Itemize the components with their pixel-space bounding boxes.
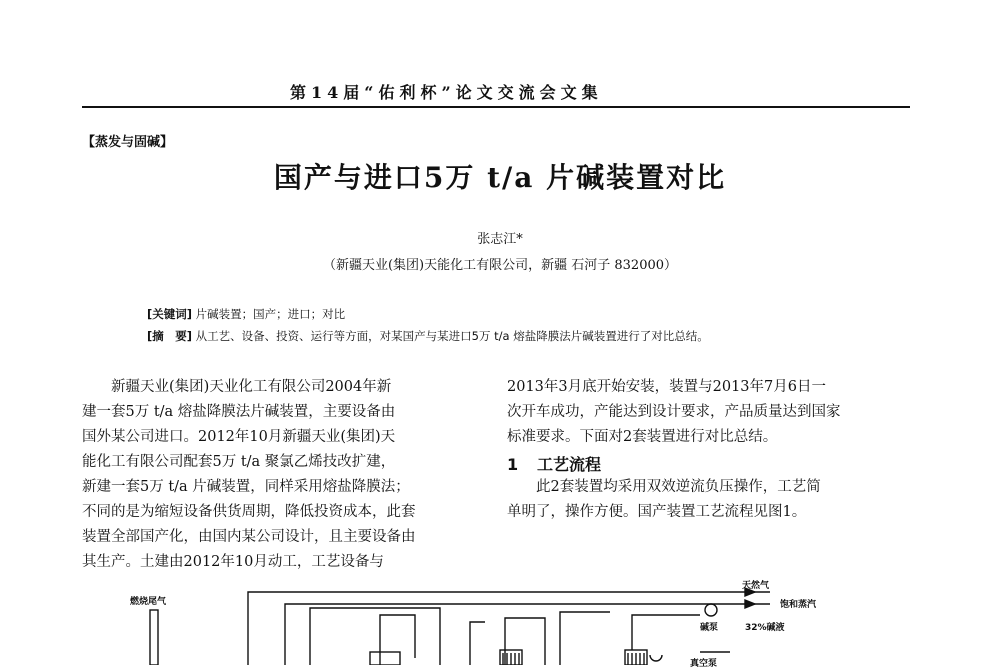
keywords: [147, 306, 345, 322]
caustic-pump-symbol: [705, 604, 717, 616]
process-flow-diagram: [0, 560, 1000, 669]
flue-gas-label: 燃烧尾气: [130, 597, 167, 607]
section-number: 1: [507, 455, 519, 474]
running-header: 第14届“佑利杯”论文交流会文集: [290, 83, 603, 102]
pipe-segment: [470, 622, 485, 665]
loop-line: [310, 608, 440, 665]
left-column-line: 能化工有限公司配套5万 t/a 聚氯乙烯技改扩建，: [82, 454, 396, 470]
natural-gas-label: 天然气: [742, 581, 770, 591]
left-column-line: 国外某公司进口。2012年10月新疆天业(集团)天: [82, 429, 396, 445]
right-column-line: 此2套装置均采用双效逆流负压操作，工艺简: [507, 479, 821, 495]
loop-line-2: [380, 615, 415, 665]
right-column-line: 次开车成功，产能达到设计要求，产品质量达到国家: [507, 404, 841, 420]
section-heading: [507, 452, 601, 475]
affiliation: （新疆天业(集团)天能化工有限公司，新疆 石河子 832000）: [322, 258, 678, 273]
equipment-box: [370, 652, 400, 665]
natural-gas-line: [248, 592, 770, 665]
left-column-line: 新建一套5万 t/a 片碱装置，同样采用熔盐降膜法；: [82, 479, 410, 495]
stack-outline: [150, 610, 158, 665]
left-column-line: 不同的是为缩短设备供货周期，降低投资成本，此套: [82, 504, 416, 520]
left-column-line: 装置全部国产化，由国内某公司设计，且主要设备由: [82, 529, 416, 545]
vacuum-pump-label: 真空泵: [690, 659, 718, 669]
abstract-text: 从工艺、设备、投资、运行等方面，对某国产与某进口5万 t/a 熔盐降膜法片碱装置进行了对比总结。: [195, 329, 709, 343]
left-column-line: 其生产。土建由2012年10月动工，工艺设备与: [82, 554, 384, 570]
caustic-32-label: 32%碱液: [745, 623, 785, 633]
paper-title: 国产与进口5万 t/a 片碱装置对比: [273, 161, 727, 194]
left-column-line: 新疆天业(集团)天业化工有限公司2004年新: [82, 379, 392, 395]
arrow-head: [745, 600, 755, 608]
section-title: 工艺流程: [537, 455, 602, 474]
author: 张志江*: [477, 232, 523, 247]
pipe-segment-2: [560, 612, 610, 665]
section-tag: 【蒸发与固碱】: [82, 135, 174, 150]
right-column-line: 单明了，操作方便。国产装置工艺流程见图1。: [507, 504, 807, 520]
vessel-curve: [650, 655, 662, 661]
saturated-steam-label: 饱和蒸汽: [780, 600, 817, 610]
caustic-pump-label: 碱泵: [700, 623, 719, 633]
header-rule: [82, 106, 910, 108]
diagram-svg: [0, 560, 1000, 665]
keywords-label: [关键词]: [147, 307, 193, 321]
equipment-hatch: [628, 653, 644, 665]
right-column-line: 标准要求。下面对2套装置进行对比总结。: [507, 429, 778, 445]
right-column-line: 2013年3月底开始安装，装置与2013年7月6日一: [507, 379, 826, 395]
abstract: [147, 328, 709, 344]
left-column-line: 建一套5万 t/a 熔盐降膜法片碱装置，主要设备由: [82, 404, 396, 420]
pump-line: [632, 615, 700, 650]
abstract-label: [摘 要]: [147, 329, 193, 343]
keywords-text: 片碱装置；国产；进口；对比: [195, 307, 346, 321]
